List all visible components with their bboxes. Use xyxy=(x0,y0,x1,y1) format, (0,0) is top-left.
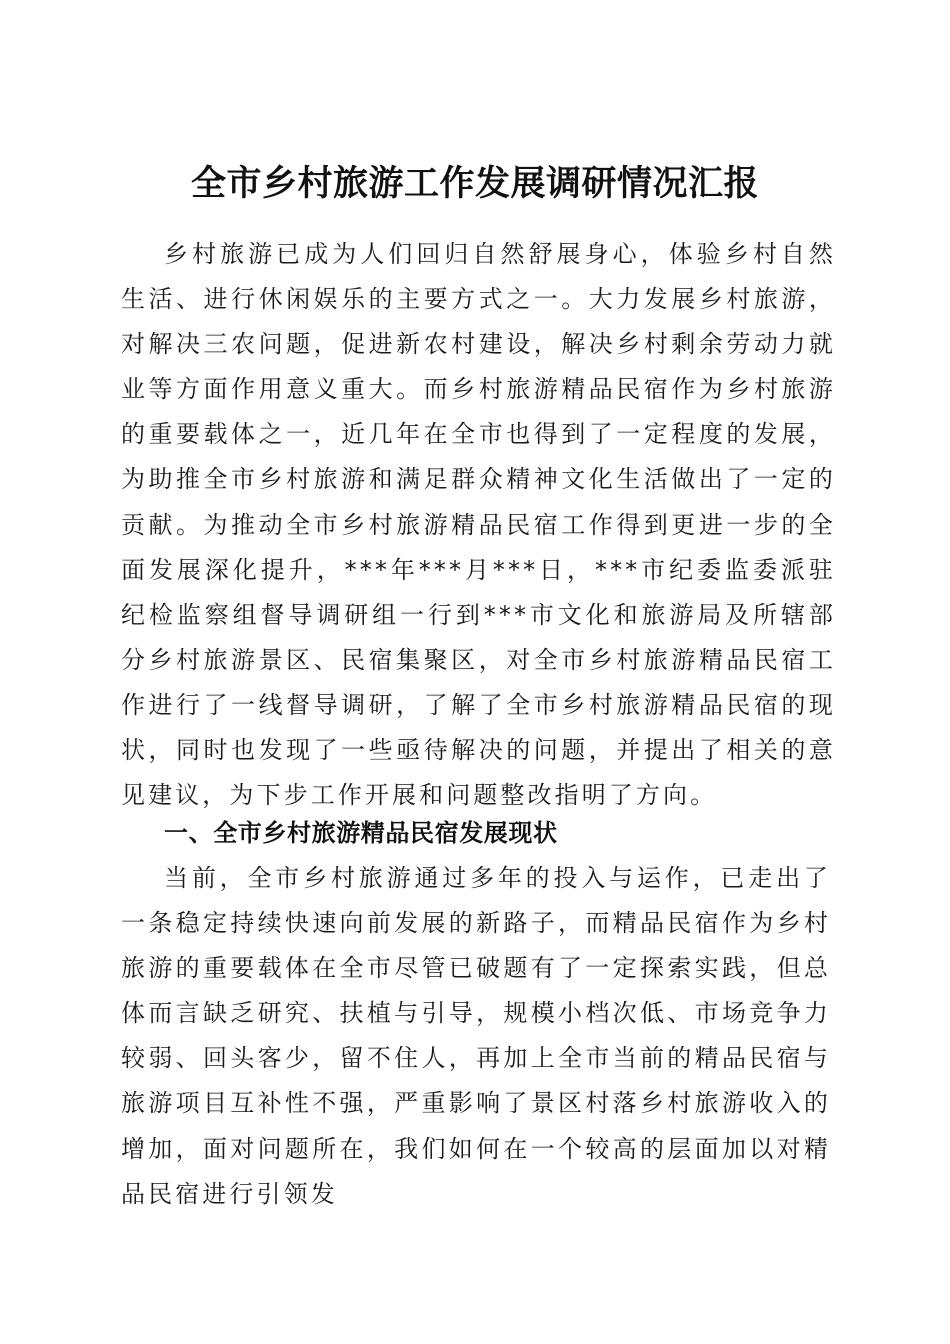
section-1-paragraph: 当前，全市乡村旅游通过多年的投入与运作，已走出了一条稳定持续快速向前发展的新路子，而精品民宿作为乡村旅游的重要载体在全市尽管已破题有了一定探索实践，但总体而言缺乏研究、扶植与引导，规模小档次低、市场竞争力较弱、回头客少，留不住人，再加上全市当前的精品民宿与旅游项目互补性不强，严重影响了景区村落乡村旅游收入的增加，面对问题所在，我们如何在一个较高的层面加以对精品民宿进行引领发 xyxy=(121,864,831,1208)
section-1-heading: 一、全市乡村旅游精品民宿发展现状 xyxy=(164,819,558,847)
intro-paragraph: 乡村旅游已成为人们回归自然舒展身心，体验乡村自然生活、进行休闲娱乐的主要方式之一。大力发展乡村旅游，对解决三农问题，促进新农村建设，解决乡村剩余劳动力就业等方面作用意义重大。而乡村旅游精品民宿作为乡村旅游的重要载体之一，近几年在全市也得到了一定程度的发展，为助推全市乡村旅游和满足群众精神文化生活做出了一定的贡献。为推动全市乡村旅游精品民宿工作得到更进一步的全面发展深化提升，***年***月***日，***市纪委监委派驻纪检监察组督导调研组一行到***市文化和旅游局及所辖部分乡村旅游景区、民宿集聚区，对全市乡村旅游精品民宿工作进行了一线督导调研，了解了全市乡村旅游精品民宿的现状，同时也发现了一些亟待解决的问题，并提出了相关的意见建议，为下步工作开展和问题整改指明了方向。 xyxy=(121,240,836,810)
document-title: 全市乡村旅游工作发展调研情况汇报 xyxy=(190,163,759,205)
